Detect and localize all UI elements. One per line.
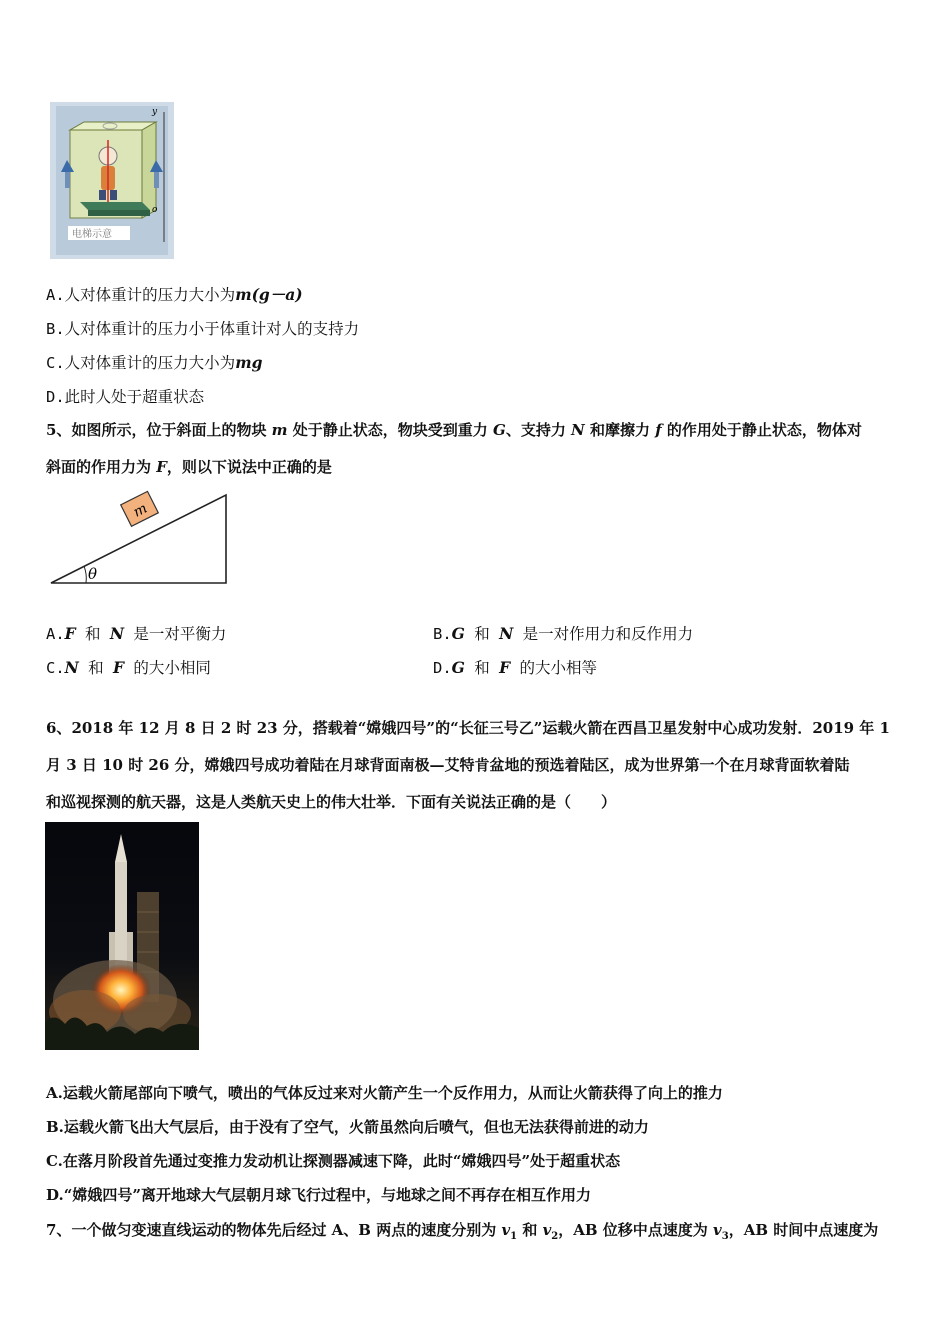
q6-option-a: A.运载火箭尾部向下喷气，喷出的气体反过来对火箭产生一个反作用力，从而让火箭获得了向上的推力 <box>46 1084 723 1102</box>
q4-option-b: B.人对体重计的压力小于体重计对人的支持力 <box>46 320 360 338</box>
svg-text:y: y <box>152 107 158 117</box>
q5-option-b: B.G 和 N 是一对作用力和反作用力 <box>433 624 694 643</box>
svg-text:θ: θ <box>88 565 98 583</box>
q5-option-c: C.N 和 F 的大小相同 <box>46 658 211 677</box>
incline-figure <box>48 490 230 586</box>
q6-stem-line1: 6、2018 年 12 月 8 日 2 时 23 分，搭载着“嫦娥四号”的“长征三号乙”运载火箭在西昌卫星发射中心成功发射．2019 年 1 <box>46 719 890 737</box>
q5-option-d: D.G 和 F 的大小相等 <box>433 658 597 677</box>
q5-stem-line2: 斜面的作用力为 F，则以下说法中正确的是 <box>46 458 332 476</box>
q6-option-c: C.在落月阶段首先通过变推力发动机让探测器减速下降，此时“嫦娥四号”处于超重状态 <box>46 1152 621 1170</box>
q7-stem: 7、一个做匀变速直线运动的物体先后经过 A、B 两点的速度分别为 $v_1$ 和 $v_2$，AB 位移中点速度为 $v_3$，AB 时间中点速度为 <box>46 1221 879 1242</box>
svg-text:电梯示意: 电梯示意 <box>72 229 112 240</box>
q6-stem-line2: 月 3 日 10 时 26 分，嫦娥四号成功着陆在月球背面南极—艾特肯盆地的预选着陆区，成为世界第一个在月球背面软着陆 <box>46 756 850 774</box>
q5-stem-line1: 5、如图所示，位于斜面上的物块 m 处于静止状态，物块受到重力 G、支持力 N 和摩擦力 f 的作用处于静止状态，物体对 <box>46 421 862 439</box>
svg-text:m: m <box>130 500 150 521</box>
elevator-figure <box>50 102 174 259</box>
q4-option-c: C.人对体重计的压力大小为mg <box>46 353 263 372</box>
q6-option-d: D.“嫦娥四号”离开地球大气层朝月球飞行过程中，与地球之间不再存在相互作用力 <box>46 1186 591 1204</box>
q4-option-d: D.此时人处于超重状态 <box>46 388 205 406</box>
rocket-launch-photo <box>45 822 199 1050</box>
q4-option-a: A.人对体重计的压力大小为m(g－a) <box>46 285 303 304</box>
q6-option-b: B.运载火箭飞出大气层后，由于没有了空气，火箭虽然向后喷气，但也无法获得前进的动力 <box>46 1118 649 1136</box>
q6-stem-line3: 和巡视探测的航天器，这是人类航天史上的伟大壮举．下面有关说法正确的是（ ） <box>46 793 617 811</box>
svg-text:o: o <box>152 205 158 215</box>
q5-option-a: A.F 和 N 是一对平衡力 <box>46 624 227 643</box>
